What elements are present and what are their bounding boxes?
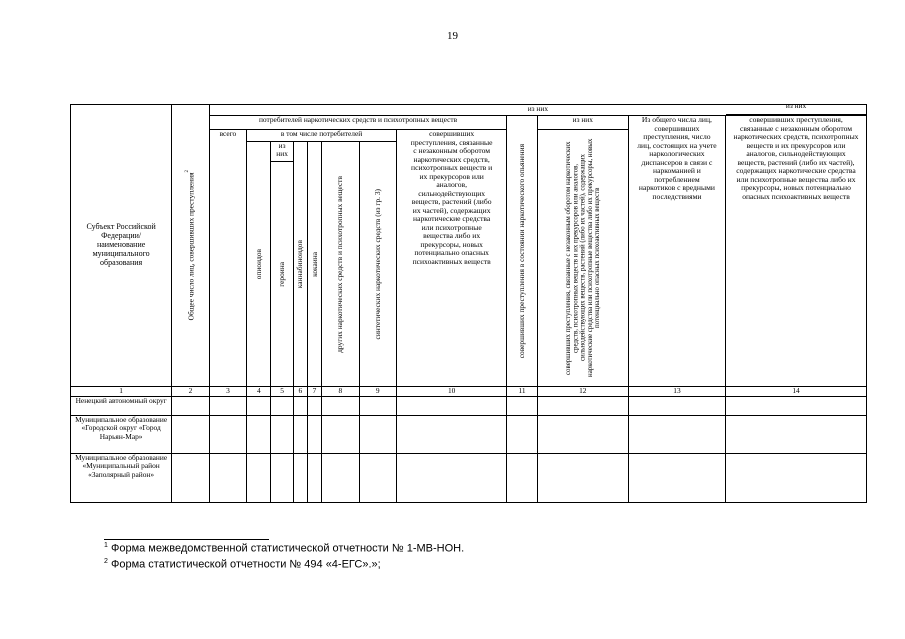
table-cell	[628, 397, 725, 416]
col-num: 7	[307, 387, 321, 397]
footnote-text: Форма статистической отчетности № 494 «4-ЕГС».»;	[110, 558, 381, 571]
table-cell	[247, 454, 271, 503]
col-num: 11	[507, 387, 537, 397]
header-col13-text: Из общего числа лиц, совершивших преступления, число лиц, состоящих на учете наркологических диспансеров в связи с наркоманией и потреблением наркотиков с вредными последствиями	[637, 115, 717, 201]
header-subject	[71, 105, 172, 387]
table-cell	[507, 454, 537, 503]
header-cannabinoids-text: каннабиноидов	[295, 239, 305, 289]
table-cell	[271, 416, 293, 454]
col-num: 6	[293, 387, 307, 397]
col-num: 12	[537, 387, 628, 397]
col-num: 13	[628, 387, 725, 397]
header-opioids-text: опиоидов	[253, 248, 263, 280]
table-cell	[293, 397, 307, 416]
header-col14-text: совершивших преступления, связанные с незаконным оборотом наркотических средств, психотропных веществ и их прекурсоров или аналогов, сильнодействующих веществ, растений (либо их частей), содержащих наркотические средства или психотропные вещества либо их прекурсоры, новых потенциально опасных психоактивных веществ	[733, 115, 859, 201]
header-col11	[507, 116, 537, 387]
table-cell	[396, 416, 506, 454]
table-cell	[396, 454, 506, 503]
table-cell	[271, 454, 293, 503]
table-cell	[271, 397, 293, 416]
table-cell	[537, 416, 628, 454]
header-col10-text: совершивших преступления, связанные с незаконным оборотом наркотических средств, психотропных веществ и их прекурсоров или аналогов, сильнодействующих веществ, растений (либо их частей), содержащих наркотические средства или психотропные вещества либо их прекурсоры, новых потенциально опасных психоактивных веществ	[410, 129, 493, 266]
footnote-mark: 1	[104, 542, 108, 549]
footnote-separator	[104, 539, 269, 540]
header-consumers: потребителей наркотических средств и психотропных веществ	[209, 116, 507, 130]
header-synthetic-text: синтетических наркотических средств (из гр. 3)	[372, 188, 382, 340]
footnote-1	[104, 542, 464, 555]
header-cocaine	[307, 142, 321, 387]
page-number: 19	[447, 30, 458, 42]
header-col11-text: совершивших преступления в состоянии наркотического опьянения	[517, 143, 527, 359]
header-total	[172, 105, 209, 387]
table-cell	[293, 454, 307, 503]
table-cell	[628, 454, 725, 503]
column-number-row	[71, 387, 867, 397]
table-cell	[628, 416, 725, 454]
header-col10	[396, 130, 506, 387]
table-cell	[307, 416, 321, 454]
col-num: 10	[396, 387, 506, 397]
col-num: 9	[359, 387, 396, 397]
header-heroin	[271, 162, 293, 387]
table-cell	[209, 454, 246, 503]
table-cell	[507, 416, 537, 454]
header-heroin-text: героина	[277, 261, 287, 287]
header-iz-nih-main: из них	[209, 105, 866, 116]
table-cell	[247, 416, 271, 454]
col-num: 3	[209, 387, 246, 397]
table-cell	[359, 454, 396, 503]
header-col12-text: совершивших преступления, связанные с незаконным оборотом наркотических средств, психотропных веществ и их прекурсоров или аналогов, сильнодействующих веществ, растений (либо их частей), содержащих наркотические средства или психотропные вещества либо их прекурсоры, новых потенциально опасных психоактивных веществ	[564, 138, 601, 378]
table-cell	[322, 454, 359, 503]
table-cell	[247, 397, 271, 416]
table-cell	[307, 397, 321, 416]
row-label: Муниципальное образование «Городской округ «Город Нарьян-Мар»	[71, 416, 172, 454]
row-label: Муниципальное образование «Муниципальный район «Заполярный район»	[71, 454, 172, 503]
footnote-mark: 2	[104, 558, 108, 565]
table-cell	[209, 416, 246, 454]
header-other-drugs-text: других наркотических средств и психотропных веществ	[335, 175, 345, 353]
table-cell	[209, 397, 246, 416]
table-cell	[322, 416, 359, 454]
header-v-tom-chisle: в том числе потребителей	[247, 130, 397, 142]
header-col12	[537, 130, 628, 387]
table-cell	[322, 397, 359, 416]
header-opioids	[247, 142, 271, 387]
table-cell	[293, 416, 307, 454]
header-col13	[628, 116, 725, 387]
table-cell	[307, 454, 321, 503]
statistics-table	[70, 101, 867, 503]
footnote-text: Форма межведомственной статистической отчетности № 1-МВ-НОН.	[110, 542, 465, 555]
header-total-label: Общее число лиц, совершивших преступления	[186, 172, 196, 321]
table-cell	[726, 397, 867, 416]
table-cell	[172, 454, 209, 503]
table-cell	[507, 397, 537, 416]
header-subject-text: Субъект Российской Федерации/ наименование муниципального образования	[86, 222, 156, 267]
table-row	[71, 397, 867, 416]
table-cell	[396, 397, 506, 416]
header-cocaine-text: кокаина	[309, 251, 319, 277]
table-cell	[537, 397, 628, 416]
col-num: 8	[322, 387, 359, 397]
table-cell	[537, 454, 628, 503]
header-synthetic	[359, 142, 396, 387]
table-cell	[726, 416, 867, 454]
col-num: 14	[726, 387, 867, 397]
table-cell	[726, 454, 867, 503]
header-cannabinoids	[293, 142, 307, 387]
col-num: 4	[247, 387, 271, 397]
col-num: 2	[172, 387, 209, 397]
footnote-2	[104, 558, 381, 571]
row-label: Ненецкий автономный округ	[71, 397, 172, 416]
footnote-ref-2: 2	[185, 170, 191, 173]
header-other-drugs	[322, 142, 359, 387]
header-total-text	[185, 170, 195, 320]
table-cell	[359, 397, 396, 416]
table-cell	[359, 416, 396, 454]
table-cell	[172, 397, 209, 416]
header-col14	[726, 101, 867, 387]
header-iz-nih-small: из них	[271, 142, 293, 162]
table-row	[71, 454, 867, 503]
table-cell	[172, 416, 209, 454]
table-row	[71, 416, 867, 454]
header-iz-nih-14: из них	[726, 102, 866, 115]
header-iz-nih-12: из них	[537, 116, 628, 130]
col-num: 5	[271, 387, 293, 397]
header-vsego: всего	[209, 130, 246, 387]
col-num: 1	[71, 387, 172, 397]
